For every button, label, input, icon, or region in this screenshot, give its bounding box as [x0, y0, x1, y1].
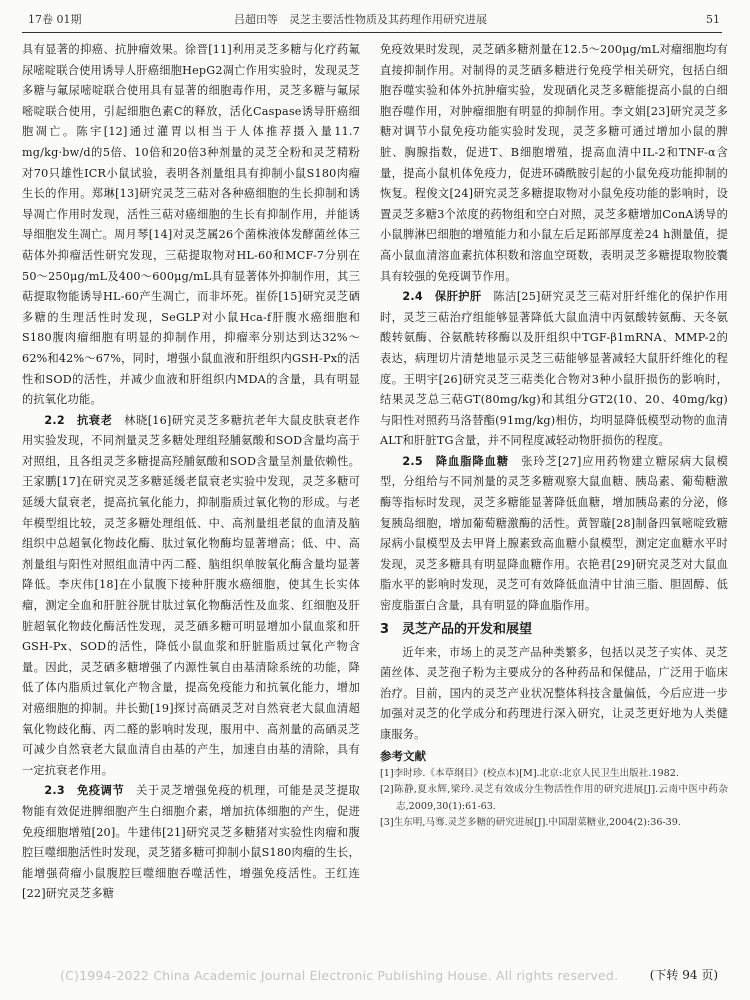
- section-body: 林晓[16]研究灵芝多糖抗老年大鼠皮肤衰老作用实验发现，不同剂量灵芝多糖处理组羟脯氨酸和SOD含量均高于对照组，且各组灵芝多糖提高羟脯氨酸和SOD含量呈剂量依赖性。王家鹏[17]在研究灵芝多糖延缓老鼠衰老实验中发现，灵芝多糖可延缓大鼠衰老，提高抗氧化能力，抑制脂质过氧化物的形成。与老年模型组比较，灵芝多糖处理组低、中、高剂量组老鼠的血清及脑组织中总超氧化物歧化酶、肽过氧化物酶均显著增高；低、中、高剂量组与阳性对照组血清中丙二醛、脑组织单胺氧化酶含量均显著降低。李庆伟[18]在小鼠腹下接种肝腹水癌细胞，使其生长实体瘤，测定全血和肝脏谷胱甘肽过氧化物酶活性及血浆、红细胞及肝脏超氧化物歧化酶活性发现，灵芝硒多糖可明显增加小鼠血浆和肝GSH-Px、SOD的活性，降低小鼠血浆和肝脏脂质过氧化产物含量。因此，灵芝硒多糖增强了内源性氧自由基清除系统的功能，降低了体内脂质过氧化产物含量，提高免疫能力和抗氧化能力，增加对癌细胞的抑制。井长勤[19]探讨高硒灵芝对自然衰老大鼠血清超氧化物歧化酶、丙二醛的影响时发现，服用中、高剂量的高硒灵芝可减少自然衰老大鼠血清自由基的产生，加速自由基的清除，具有一定抗衰老作用。: [22, 413, 361, 777]
- section-2-4-liver-protection: [380, 287, 728, 452]
- references-heading: 参考文献: [380, 748, 426, 763]
- reference-item: [3]生东明,马骞.灵芝多糖的研究进展[J].中国甜菜糖业,2004(2):36-39.: [380, 817, 681, 829]
- section-number: 2.3: [44, 784, 65, 798]
- paragraph-immune-continued: 免疫效果时发现，灵芝硒多糖剂量在12.5～200μg/mL对瘤细胞均有直接抑制作用。对制得的灵芝硒多糖进行免疫学相关研究，包括白细胞吞噬实验和体外抗肿瘤实验，发现硒化灵芝多糖能提高小鼠的白细胞吞噬作用，对肿瘤细胞有明显的抑制作用。李文娟[23]研究灵芝多糖对调节小鼠免疫功能实验时发现，灵芝多糖可通过增加小鼠的脾脏、胸腺指数，促进T、B细胞增殖，提高血清中IL-2和TNF-α含量，提高小鼠机体免疫力，促进环磷酰胺引起的小鼠免疫功能抑制的恢复。程俊文[24]研究灵芝多糖提取物对小鼠免疫功能的影响时，设置灵芝多糖3个浓度的药物组和空白对照，灵芝多糖增加ConA诱导的小鼠脾淋巴细胞的增殖能力和小鼠左后足跖部厚度差24 h测量值，提高小鼠血清溶血素抗体积数和溶血空斑数，表明灵芝多糖提取物胶囊具有较强的免疫调节作用。: [380, 43, 728, 283]
- section-number: 2.4: [402, 290, 423, 304]
- section-body: 关于灵芝增强免疫的机理，可能是灵芝提取物能有效促进脾细胞产生白细胞介素，增加抗体细胞的产生，促进免疫细胞增殖[20]。牛建伟[21]研究灵芝多糖猪对实验性肉瘤和腹腔巨噬细胞活性时发现，灵芝猪多糖可抑制小鼠S180肉瘤的生长，能增强荷瘤小鼠腹腔巨噬细胞吞噬活性，增强免疫活性。王红连[22]研究灵芝多糖: [22, 784, 360, 901]
- section-body: 陈洁[25]研究灵芝三萜对肝纤维化的保护作用时，灵芝三萜治疗组能够显著降低大鼠血清中丙氨酸转氨酶、天冬氨酸转氨酶、谷氨酰转移酶以及肝组织中TGF-β1mRNA、MMP-2的表达，病理切片清楚地显示灵芝三萜能够显著减轻大鼠肝纤维化的程度。王明宇[26]研究灵芝三萜类化合物对3种小鼠肝损伤的影响时，结果灵芝总三萜GT(80mg/kg)和其组分GT2(10、20、40mg/kg)与阳性对照药马洛替酯(91mg/kg)相仿，均明显降低模型动物的血清ALT和肝脏TG含量，并不同程度减轻动物肝损伤的程度。: [380, 290, 729, 448]
- reference-item: [2]陈静,夏永辉,梁玲.灵芝有效成分生物活性作用的研究进展[J].云南中医中药杂志,2009,30(1):61-63.: [380, 784, 728, 812]
- copyright-watermark: (C)1994-2022 China Academic Journal Electronic Publishing House. All rights reserved.: [60, 968, 619, 983]
- paragraph-antitumor-continued: 具有显著的抑癌、抗肿瘤效果。徐晋[11]利用灵芝多糖与化疗药氟尿嘧啶联合使用诱导人肝癌细胞HepG2凋亡作用实验时，发现灵芝多糖与氟尿嘧啶联合使用具有显著的细胞毒作用，灵芝多糖与氟尿嘧啶联合使用，引起细胞色素C的释放，活化Caspase诱导肝癌细胞凋亡。陈宇[12]通过灌胃以相当于人体推荐摄入量11.7 mg/kg·bw/d的5倍、10倍和20倍3种剂量的灵芝全粉和灵芝精粉对70只雄性ICR小鼠试验，表明各剂量组具有抑制小鼠S180肉瘤生长的作用。郑琳[13]研究灵芝三萜对各种癌细胞的生长抑制和诱导凋亡作用时发现，活性三萜对癌细胞的生长有抑制作用，并能诱导细胞发生凋亡。周月琴[14]对灵芝属26个菌株液体发酵菌丝体三萜体外抑瘤活性研究发现，三萜提取物对HL-60和MCF-7分别在50～250μg/mL及400～600μg/mL具有显著体外抑制作用，其三萜提取物能诱导HL-60产生凋亡，而非坏死。崔侨[15]研究灵芝硒多糖的生理活性时发现，SeGLP对小鼠Hca-f肝腹水癌细胞和S180腹肉瘤细胞有明显的抑制作用，抑瘤率分别达到达32%～62%和42%～67%，同时，增强小鼠血液和肝组织内GSH-Px的活性和SOD的活性，并减少血液和肝组织内MDA的含量，具有明显的抗氧化功能。: [22, 43, 360, 407]
- section-number: 2.5: [402, 454, 423, 468]
- page-header: [22, 10, 722, 33]
- section-body: 张玲芝[27]应用药物建立糖尿病大鼠模型，分组给与不同剂量的灵芝多糖观察大鼠血糖、胰岛素、葡萄糖激酶等指标时发现，灵芝多糖能显著降低血糖，增加胰岛素的分泌，修复胰岛细胞，增加葡萄糖激酶的活性。黄智璇[28]制备四氧嘧啶致糖尿病小鼠模型及去甲肾上腺素致高血糖小鼠模型，测定定血糖水平时发现，灵芝多糖具有明显降血糖作用。衣艳君[29]研究灵芝对大鼠血脂水平的影响时发现，灵芝可有效降低血清中甘油三脂、胆固醇、低密度脂蛋白含量，具有明显的降血脂作用。: [380, 454, 728, 613]
- left-column: [22, 40, 360, 905]
- section-title: 保肝护肝: [434, 290, 482, 304]
- section-3-body: 近年来，市场上的灵芝产品种类繁多，包括以灵芝子实体、灵芝菌丝体、灵芝孢子粉为主要成分的各种药品和保健品，广泛用于临床治疗。目前，国内的灵芝产业状况整体科技含量偏低，今后应进一步加强对灵芝的化学成分和药理进行深入研究，让灵芝更好地为人类健康服务。: [380, 645, 728, 741]
- reference-list: [380, 766, 728, 832]
- section-3-heading: 3 灵芝产品的开发和展望: [380, 621, 533, 637]
- continued-note: (下转 94 页): [649, 968, 718, 982]
- page-number: 51: [706, 13, 720, 26]
- section-title: 抗衰老: [77, 413, 113, 427]
- section-2-2-anti-aging: [22, 411, 360, 782]
- section-2-5-blood-lipid-glucose: [380, 452, 728, 617]
- section-number: 2.2: [44, 413, 65, 427]
- right-column: [380, 40, 728, 832]
- reference-item: [1]李时珍.《本草纲目》(校点本)[M].北京:北京人民卫生出版社.1982.: [380, 767, 679, 779]
- section-title: 降血脂降血糖: [435, 454, 510, 468]
- running-head: 吕超田等 灵芝主要活性物质及其药理作用研究进展: [234, 13, 487, 26]
- section-title: 免疫调节: [77, 784, 125, 798]
- journal-volume-issue: 17卷 01期: [28, 13, 82, 26]
- section-2-3-immune-regulation: [22, 781, 360, 905]
